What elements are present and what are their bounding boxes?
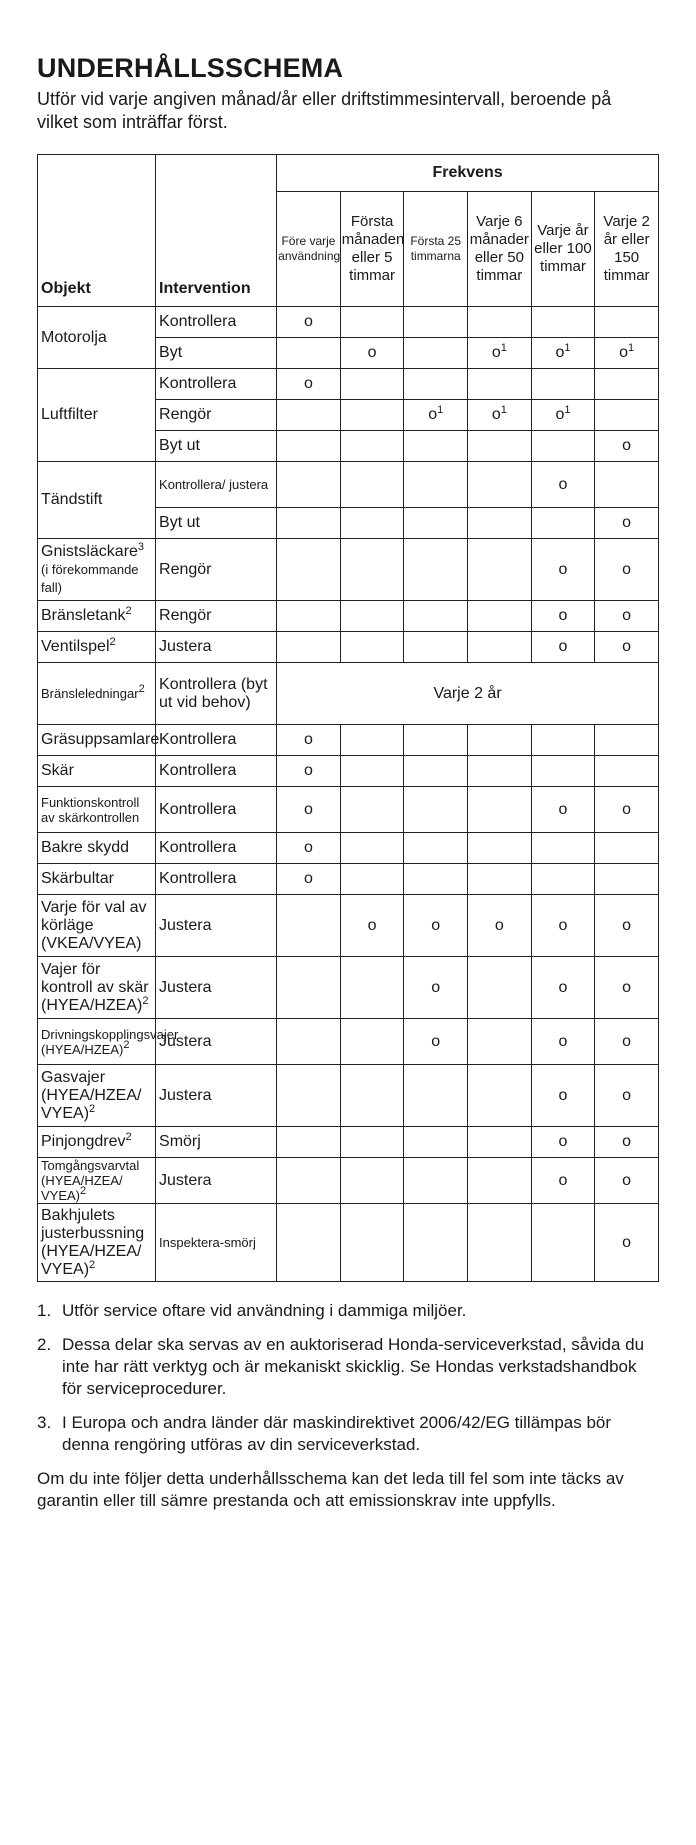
interval-mark: o	[558, 607, 568, 624]
frequency-cell	[595, 787, 659, 833]
interval-mark: o	[494, 916, 504, 934]
table-row	[38, 1204, 659, 1282]
frequency-cell	[531, 369, 595, 400]
table-row	[38, 307, 659, 338]
interval-mark: o	[558, 1086, 568, 1104]
object-label: Gasvajer (HYEA/HZEA/ VYEA)	[41, 1068, 142, 1122]
frequency-cell	[595, 756, 659, 787]
frequency-cell	[531, 601, 595, 632]
frequency-cell	[468, 431, 532, 462]
frequency-cell	[595, 833, 659, 864]
frequency-cell	[531, 338, 595, 369]
frequency-cell	[340, 725, 404, 756]
object-label: Tändstift	[41, 491, 103, 508]
frequency-cell	[531, 431, 595, 462]
interval-mark: o	[555, 344, 565, 361]
frequency-cell	[404, 601, 468, 632]
intervention-cell: Justera	[156, 1065, 277, 1127]
table-row	[38, 833, 659, 864]
frequency-cell	[531, 307, 595, 338]
footnote-ref: 1	[437, 404, 444, 416]
frequency-cell	[468, 864, 532, 895]
frequency-cell	[340, 462, 404, 508]
intervention-cell: Byt	[156, 338, 277, 369]
object-label: Tomgångsvarvtal (HYEA/HZEA/ VYEA)	[41, 1158, 140, 1203]
frequency-cell	[468, 957, 532, 1019]
frequency-cell	[340, 307, 404, 338]
footnote-number: 1.	[37, 1301, 52, 1320]
frequency-cell	[340, 632, 404, 663]
frequency-cell	[404, 756, 468, 787]
footnote-text: I Europa och andra länder där maskindirektivet 2006/42/EG tillämpas bör denna rengöring utföras av din serviceverkstad.	[62, 1413, 612, 1454]
interval-mark: o	[431, 916, 441, 934]
page-title: UNDERHÅLLSSCHEMA	[37, 53, 344, 83]
header-col-6-months: Varje 6 månader eller 50 timmar	[468, 192, 532, 307]
frequency-cell	[595, 338, 659, 369]
header-intervention: Intervention	[156, 155, 277, 307]
frequency-cell	[340, 431, 404, 462]
object-cell	[38, 539, 156, 601]
frequency-cell	[277, 601, 341, 632]
frequency-cell	[340, 400, 404, 431]
intervention-cell: Rengör	[156, 400, 277, 431]
frequency-cell	[468, 307, 532, 338]
interval-mark: o	[622, 560, 632, 578]
frequency-cell	[531, 725, 595, 756]
intervention-cell: Smörj	[156, 1127, 277, 1158]
interval-mark: o	[558, 916, 568, 934]
frequency-cell	[340, 1065, 404, 1127]
frequency-cell	[277, 338, 341, 369]
frequency-cell	[277, 508, 341, 539]
object-label: Gnistsläckare	[41, 542, 138, 560]
frequency-cell	[404, 1065, 468, 1127]
frequency-cell	[468, 833, 532, 864]
interval-mark: o	[304, 731, 313, 748]
frequency-cell	[595, 632, 659, 663]
frequency-span-cell: Varje 2 år	[277, 663, 659, 725]
frequency-cell	[277, 462, 341, 508]
footnote-ref: 2	[89, 1258, 96, 1271]
frequency-cell	[531, 895, 595, 957]
frequency-cell	[404, 307, 468, 338]
frequency-cell	[468, 756, 532, 787]
frequency-cell	[531, 462, 595, 508]
frequency-cell	[404, 369, 468, 400]
frequency-cell	[595, 307, 659, 338]
frequency-cell	[531, 1158, 595, 1204]
table-row	[38, 632, 659, 663]
intervention-cell: Kontrollera	[156, 787, 277, 833]
footnote-ref: 2	[142, 994, 149, 1007]
interval-mark: o	[491, 406, 501, 423]
frequency-cell	[468, 1019, 532, 1065]
interval-mark: o	[428, 406, 438, 423]
table-row	[38, 601, 659, 632]
frequency-cell	[277, 1127, 341, 1158]
footnote-ref: 2	[123, 1038, 130, 1051]
interval-mark: o	[558, 978, 568, 996]
frequency-cell	[277, 539, 341, 601]
frequency-cell	[468, 787, 532, 833]
footnote-ref: 2	[138, 683, 145, 695]
frequency-cell	[404, 725, 468, 756]
object-cell	[38, 1019, 179, 1065]
interval-mark: o	[622, 800, 632, 818]
frequency-cell	[531, 864, 595, 895]
interval-mark: o	[622, 916, 632, 934]
frequency-cell	[277, 369, 341, 400]
interval-mark: o	[622, 437, 632, 454]
frequency-cell	[277, 833, 341, 864]
interval-mark: o	[622, 1233, 632, 1251]
frequency-cell	[468, 462, 532, 508]
object-cell	[38, 895, 156, 957]
frequency-cell	[277, 1019, 341, 1065]
frequency-cell	[468, 725, 532, 756]
interval-mark: o	[367, 916, 377, 934]
object-label: Bränsleledningar	[41, 686, 139, 701]
frequency-cell	[340, 787, 404, 833]
frequency-cell	[468, 338, 532, 369]
frequency-cell	[468, 508, 532, 539]
frequency-cell	[404, 338, 468, 369]
footnotes	[37, 1300, 659, 1456]
interval-mark: o	[622, 1032, 632, 1050]
frequency-cell	[340, 756, 404, 787]
object-cell	[38, 1204, 156, 1282]
object-cell	[38, 725, 160, 756]
frequency-cell	[595, 369, 659, 400]
interval-mark: o	[431, 1032, 441, 1050]
frequency-cell	[340, 833, 404, 864]
intervention-cell: Justera	[156, 1158, 277, 1204]
table-row	[38, 725, 659, 756]
intervention-cell: Inspektera-smörj	[156, 1204, 277, 1282]
interval-mark: o	[304, 839, 313, 856]
footnote-number: 3.	[37, 1413, 52, 1432]
table-row	[38, 957, 659, 1019]
frequency-cell	[277, 632, 341, 663]
frequency-cell	[595, 1019, 659, 1065]
frequency-cell	[404, 787, 468, 833]
header-col-first-month: Första månaden eller 5 timmar	[340, 192, 404, 307]
interval-mark: o	[622, 607, 632, 624]
object-cell	[38, 1065, 156, 1127]
interval-mark: o	[558, 1171, 568, 1189]
frequency-cell	[404, 539, 468, 601]
table-row	[38, 462, 659, 508]
frequency-cell	[531, 1204, 595, 1282]
interval-mark: o	[304, 313, 313, 330]
object-label: Skär	[41, 762, 74, 779]
table-row	[38, 864, 659, 895]
frequency-cell	[404, 632, 468, 663]
intervention-cell: Justera	[156, 957, 277, 1019]
object-cell	[38, 957, 156, 1019]
object-label: Ventilspel	[41, 638, 110, 655]
frequency-cell	[340, 369, 404, 400]
interval-mark: o	[558, 560, 568, 578]
frequency-cell	[277, 1158, 341, 1204]
frequency-cell	[340, 895, 404, 957]
frequency-cell	[404, 1127, 468, 1158]
frequency-cell	[340, 338, 404, 369]
frequency-cell	[277, 431, 341, 462]
object-cell	[38, 632, 156, 663]
table-row	[38, 895, 659, 957]
interval-mark: o	[304, 375, 313, 392]
frequency-cell	[531, 1065, 595, 1127]
table-row	[38, 1158, 659, 1204]
object-cell	[38, 369, 156, 462]
object-label: Vajer för kontroll av skär (HYEA/HZEA)	[41, 960, 149, 1014]
frequency-cell	[404, 895, 468, 957]
frequency-cell	[468, 632, 532, 663]
footnote-text: Dessa delar ska servas av en auktoriserad Honda-serviceverkstad, såvida du inte har rätt verktyg och är mekaniskt skicklig. Se Hondas verkstadshandbok för serviceprocedurer.	[62, 1335, 645, 1398]
frequency-cell	[595, 1065, 659, 1127]
table-row	[38, 756, 659, 787]
object-label: Bakre skydd	[41, 839, 130, 856]
frequency-cell	[340, 539, 404, 601]
object-label: Motorolja	[41, 328, 107, 346]
footnote-ref: 1	[628, 342, 635, 354]
footnote-text: Utför service oftare vid användning i dammiga miljöer.	[62, 1301, 467, 1320]
intervention-cell: Byt ut	[156, 431, 277, 462]
frequency-cell	[340, 1158, 404, 1204]
interval-mark: o	[619, 344, 629, 361]
frequency-cell	[595, 462, 659, 508]
interval-mark: o	[622, 638, 632, 655]
intervention-cell: Rengör	[156, 601, 277, 632]
frequency-cell	[404, 864, 468, 895]
interval-mark: o	[555, 406, 565, 423]
frequency-cell	[277, 957, 341, 1019]
frequency-cell	[531, 833, 595, 864]
maintenance-table	[37, 154, 659, 1282]
frequency-cell	[468, 539, 532, 601]
footnote-ref: 1	[500, 404, 507, 416]
interval-mark: o	[622, 1086, 632, 1104]
frequency-cell	[340, 508, 404, 539]
frequency-cell	[468, 1158, 532, 1204]
object-label: Bakhjulets justerbussning (HYEA/HZEA/ VYEA)	[41, 1206, 145, 1278]
table-row	[38, 539, 659, 601]
footnote-ref: 2	[89, 1102, 96, 1115]
footnote	[37, 1300, 659, 1322]
frequency-cell	[468, 601, 532, 632]
frequency-cell	[277, 725, 341, 756]
footnote-ref: 1	[500, 342, 507, 354]
intervention-cell: Kontrollera	[156, 369, 277, 400]
object-label: Drivningskopplingsvajer (HYEA/HZEA)	[41, 1026, 179, 1057]
intervention-cell: Rengör	[156, 539, 277, 601]
interval-mark: o	[304, 762, 313, 779]
intro-text: Utför vid varje angiven månad/år eller driftstimmesintervall, beroende på vilket som inträffar först.	[37, 89, 612, 132]
frequency-cell	[468, 1204, 532, 1282]
table-row	[38, 787, 659, 833]
header-col-first-25h: Första 25 timmarna	[404, 192, 468, 307]
frequency-cell	[404, 957, 468, 1019]
frequency-cell	[468, 1065, 532, 1127]
frequency-cell	[595, 895, 659, 957]
frequency-cell	[595, 1158, 659, 1204]
object-cell	[38, 307, 156, 369]
frequency-cell	[531, 756, 595, 787]
object-label: Luftfilter	[41, 406, 98, 423]
frequency-cell	[277, 756, 341, 787]
frequency-cell	[277, 1065, 341, 1127]
frequency-cell	[531, 1019, 595, 1065]
intervention-cell: Kontrollera	[156, 725, 277, 756]
footnote	[37, 1412, 659, 1456]
frequency-cell	[404, 431, 468, 462]
interval-mark: o	[558, 800, 568, 818]
frequency-cell	[595, 864, 659, 895]
frequency-cell	[595, 1204, 659, 1282]
closing-text: Om du inte följer detta underhållsschema kan det leda till fel som inte täcks av garantin eller till sämre prestanda och att emissionskrav inte uppfylls.	[37, 1469, 624, 1510]
table-row	[38, 369, 659, 400]
frequency-cell	[404, 462, 468, 508]
header-col-yearly: Varje år eller 100 timmar	[531, 192, 595, 307]
object-label: Gräsuppsamlare	[41, 731, 160, 748]
object-label: Varje för val av körläge (VKEA/VYEA)	[41, 898, 147, 952]
intervention-cell: Kontrollera	[156, 833, 277, 864]
frequency-cell	[468, 369, 532, 400]
table-row	[38, 663, 659, 725]
frequency-cell	[404, 1158, 468, 1204]
frequency-cell	[404, 833, 468, 864]
interval-mark: o	[367, 344, 377, 361]
header-frequency: Frekvens	[277, 155, 659, 192]
frequency-cell	[340, 1204, 404, 1282]
footnote-ref: 1	[564, 404, 571, 416]
footnote-ref: 3	[137, 540, 145, 553]
object-label: Funktionskontroll av skärkontrollen	[41, 794, 140, 825]
interval-mark: o	[558, 475, 568, 493]
frequency-cell	[595, 431, 659, 462]
frequency-cell	[595, 725, 659, 756]
frequency-cell	[404, 1019, 468, 1065]
interval-mark: o	[304, 870, 313, 887]
footnote-ref: 2	[109, 636, 116, 648]
frequency-cell	[277, 895, 341, 957]
frequency-cell	[340, 957, 404, 1019]
object-cell	[38, 1158, 156, 1204]
intervention-cell: Justera	[156, 1019, 277, 1065]
interval-mark: o	[491, 344, 501, 361]
frequency-cell	[531, 1127, 595, 1158]
frequency-cell	[595, 400, 659, 431]
intervention-cell: Kontrollera (byt ut vid behov)	[156, 663, 277, 725]
frequency-cell	[531, 400, 595, 431]
frequency-cell	[595, 957, 659, 1019]
frequency-cell	[595, 539, 659, 601]
object-cell	[38, 601, 156, 632]
interval-mark: o	[431, 978, 441, 996]
table-row	[38, 1019, 659, 1065]
header-object: Objekt	[38, 155, 156, 307]
header-col-before-use: Före varje användning	[277, 192, 341, 307]
frequency-cell	[595, 601, 659, 632]
table-body	[38, 307, 659, 1282]
frequency-cell	[531, 508, 595, 539]
frequency-cell	[404, 1204, 468, 1282]
interval-mark: o	[622, 514, 632, 531]
frequency-cell	[531, 957, 595, 1019]
frequency-cell	[340, 1019, 404, 1065]
footnote-ref: 2	[125, 605, 132, 617]
interval-mark: o	[558, 1133, 568, 1150]
intervention-cell: Justera	[156, 895, 277, 957]
intervention-cell: Kontrollera/ justera	[156, 462, 277, 508]
object-cell	[38, 663, 156, 725]
intervention-cell: Kontrollera	[156, 864, 277, 895]
frequency-cell	[468, 1127, 532, 1158]
interval-mark: o	[558, 1032, 568, 1050]
interval-mark: o	[304, 800, 313, 818]
object-label: Skärbultar	[41, 870, 114, 887]
frequency-cell	[531, 539, 595, 601]
frequency-cell	[468, 895, 532, 957]
frequency-cell	[340, 1127, 404, 1158]
frequency-cell	[340, 864, 404, 895]
intervention-cell: Byt ut	[156, 508, 277, 539]
header-col-2-years: Varje 2 år eller 150 timmar	[595, 192, 659, 307]
frequency-cell	[277, 864, 341, 895]
object-label: Bränsletank	[41, 607, 126, 624]
table-row	[38, 1065, 659, 1127]
object-cell	[38, 756, 156, 787]
interval-mark: o	[558, 638, 568, 655]
object-cell	[38, 833, 156, 864]
frequency-cell	[340, 601, 404, 632]
footnote-ref: 2	[80, 1185, 87, 1197]
frequency-cell	[277, 787, 341, 833]
frequency-cell	[277, 307, 341, 338]
frequency-cell	[595, 508, 659, 539]
object-cell	[38, 462, 156, 539]
footnote-number: 2.	[37, 1335, 52, 1354]
object-note: (i förekommande fall)	[41, 561, 139, 595]
object-cell	[38, 864, 156, 895]
frequency-cell	[404, 508, 468, 539]
intervention-cell: Kontrollera	[156, 307, 277, 338]
frequency-cell	[404, 400, 468, 431]
footnote-ref: 1	[564, 342, 571, 354]
table-row	[38, 1127, 659, 1158]
frequency-cell	[277, 1204, 341, 1282]
footnote-ref: 2	[125, 1131, 132, 1143]
frequency-cell	[277, 400, 341, 431]
intervention-cell: Kontrollera	[156, 756, 277, 787]
object-cell	[38, 787, 156, 833]
object-cell	[38, 1127, 156, 1158]
intervention-cell: Justera	[156, 632, 277, 663]
frequency-cell	[468, 400, 532, 431]
footnote	[37, 1334, 659, 1400]
frequency-cell	[595, 1127, 659, 1158]
interval-mark: o	[622, 1133, 632, 1150]
frequency-cell	[531, 787, 595, 833]
object-label: Pinjongdrev	[41, 1133, 126, 1150]
interval-mark: o	[622, 978, 632, 996]
interval-mark: o	[622, 1171, 632, 1189]
frequency-cell	[531, 632, 595, 663]
